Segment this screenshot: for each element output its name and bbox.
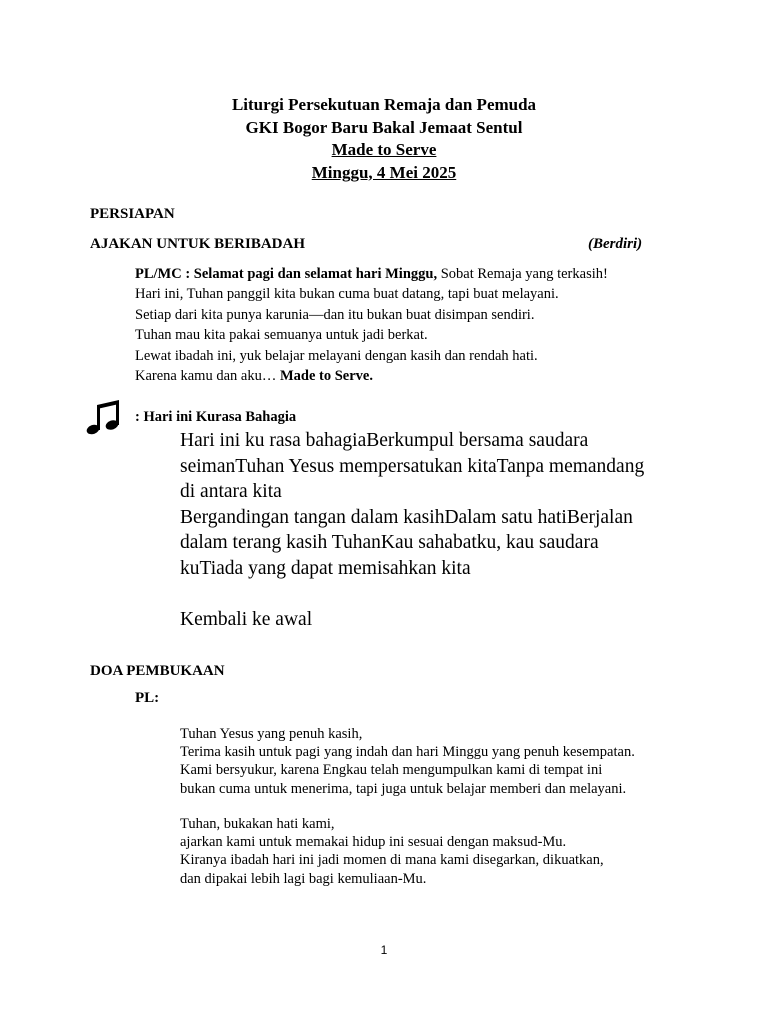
closing-prefix: Karena kamu dan aku… bbox=[135, 368, 280, 385]
repeat-instruction: Kembali ke awal bbox=[180, 609, 313, 631]
heading-doa: DOA PEMBUKAAN bbox=[90, 663, 225, 679]
prayer-paragraph-1 bbox=[180, 725, 635, 798]
song-lyrics bbox=[180, 428, 644, 633]
lyric-line: seimanTuhan Yesus mempersatukan kitaTanpa memandang bbox=[180, 455, 645, 477]
closing-theme: Made to Serve. bbox=[279, 368, 373, 385]
ajakan-line bbox=[135, 366, 608, 386]
service-date: Minggu, 4 Mei 2025 bbox=[311, 162, 457, 182]
prayer-line: Tuhan Yesus yang penuh kasih, bbox=[180, 726, 363, 742]
posture-note: (Berdiri) bbox=[588, 236, 643, 252]
prayer-paragraph-2 bbox=[180, 815, 604, 888]
prayer-line: dan dipakai lebih lagi bagi kemuliaan-Mu. bbox=[180, 870, 427, 887]
prayer-line: ajarkan kami untuk memakai hidup ini sesuai dengan maksud-Mu. bbox=[180, 834, 567, 851]
title-block bbox=[0, 94, 768, 184]
page-number: 1 bbox=[380, 943, 388, 957]
lyric-line: Hari ini ku rasa bahagiaBerkumpul bersama saudara bbox=[180, 430, 589, 451]
prayer-line: Terima kasih untuk pagi yang indah dan hari Minggu yang penuh kesempatan. bbox=[180, 744, 635, 761]
ajakan-block bbox=[135, 264, 608, 386]
ajakan-line: Hari ini, Tuhan panggil kita bukan cuma buat datang, tapi buat melayani. bbox=[135, 286, 559, 303]
prayer-line: Kiranya ibadah hari ini jadi momen di mana kami disegarkan, dikuatkan, bbox=[180, 852, 604, 869]
prayer-line: Tuhan, bukakan hati kami, bbox=[180, 816, 335, 832]
heading-ajakan: AJAKAN UNTUK BERIBADAH bbox=[90, 236, 306, 252]
doa-speaker: PL: bbox=[135, 690, 160, 706]
speaker-label: PL/MC : Selamat pagi dan selamat hari Minggu, bbox=[135, 266, 438, 282]
title-line-1: Liturgi Persekutuan Remaja dan Pemuda bbox=[231, 95, 537, 114]
ajakan-line: Setiap dari kita punya karunia—dan itu bukan buat disimpan sendiri. bbox=[135, 306, 535, 323]
lyric-line: Bergandingan tangan dalam kasihDalam satu hatiBerjalan bbox=[180, 506, 633, 528]
prayer-line: Kami bersyukur, karena Engkau telah mengumpulkan kami di tempat ini bbox=[180, 762, 603, 779]
heading-persiapan: PERSIAPAN bbox=[90, 206, 175, 222]
music-note-icon bbox=[86, 398, 122, 436]
lyric-line: di antara kita bbox=[180, 481, 282, 503]
prayer-line: bukan cuma untuk menerima, tapi juga untuk belajar memberi dan melayani. bbox=[180, 780, 627, 797]
ajakan-line: Tuhan mau kita pakai semuanya untuk jadi berkat. bbox=[135, 327, 428, 344]
lyric-line: dalam terang kasih TuhanKau sahabatku, kau saudara bbox=[180, 532, 599, 554]
greeting-rest: Sobat Remaja yang terkasih! bbox=[437, 266, 608, 282]
lyric-line: kuTiada yang dapat memisahkan kita bbox=[180, 557, 471, 579]
title-line-2: GKI Bogor Baru Bakal Jemaat Sentul bbox=[245, 117, 523, 137]
theme-title: Made to Serve bbox=[331, 140, 437, 159]
lyric-spacer bbox=[180, 582, 644, 608]
song-title: : Hari ini Kurasa Bahagia bbox=[135, 409, 297, 425]
ajakan-line: Lewat ibadah ini, yuk belajar melayani dengan kasih dan rendah hati. bbox=[135, 347, 538, 364]
ajakan-line bbox=[135, 264, 608, 284]
